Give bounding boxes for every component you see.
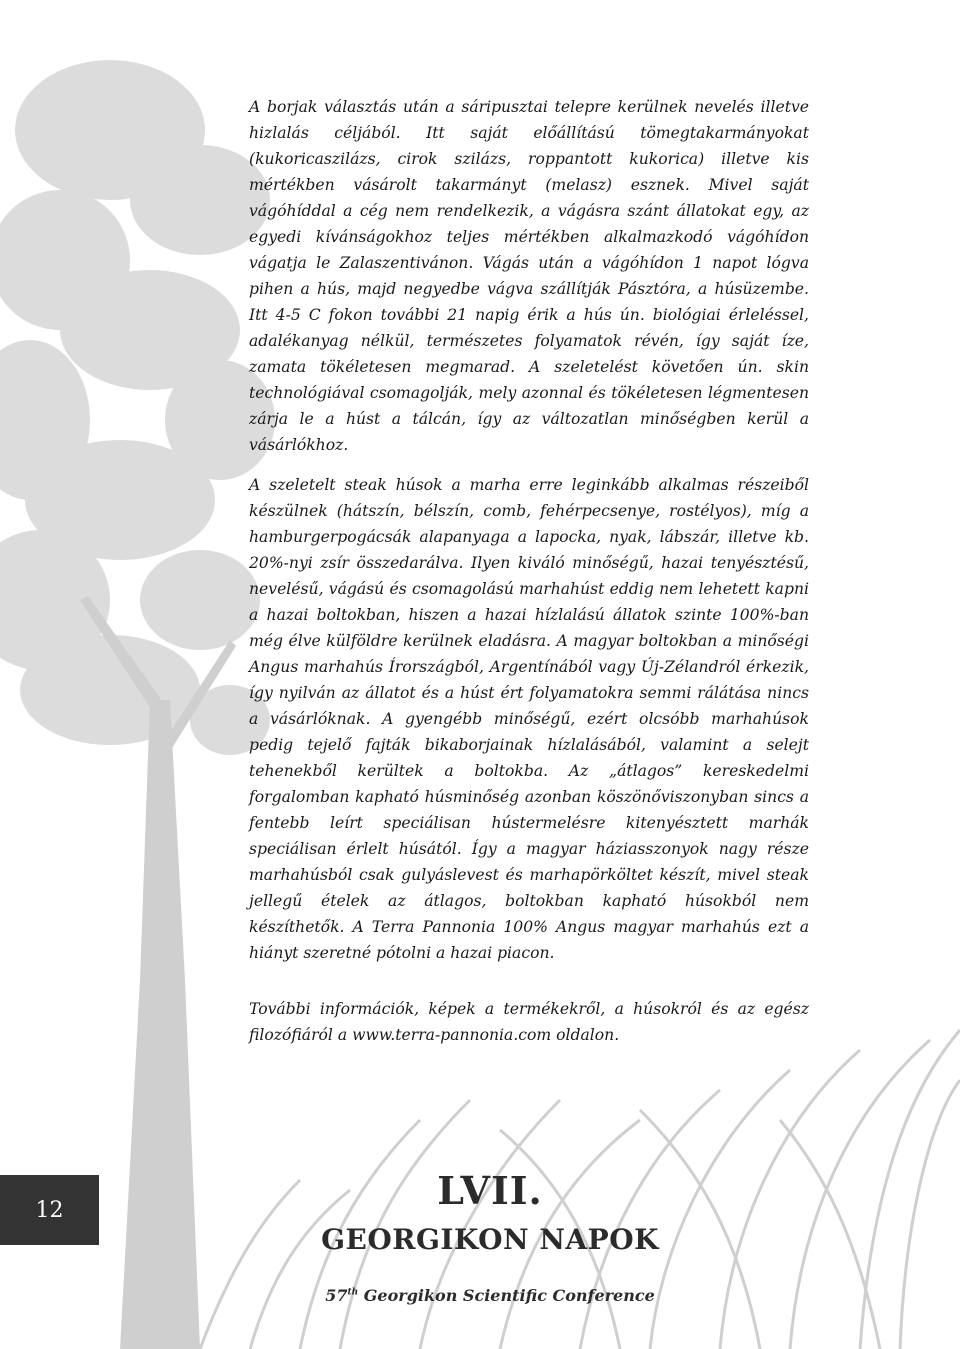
paragraph-breeding: A borjak választás után a sáripusztai telepre kerülnek nevelés illetve hizlalás céljából. Itt saját előállítású tömegtakarmányokat (kukoricaszilázs, cirok szilázs, roppantott kukorica) illetve kis mértékben vásárolt takarmányt (melasz) esznek. Mivel saját vágóhíddal a cég nem rendelkezik, a vágásra szánt állatokat egy, az egyedi kívánságokhoz teljes mértékben alkalmazkodó vágóhídon vágatja le Zalaszentivánon. Vágás után a vágóhídon 1 napot lógva pihen a hús, majd negyedbe vágva szállítják Pásztóra, a húsüzembe. Itt 4-5 C fokon további 21 napig érik a hús ún. biológiai érleléssel, adalékanyag nélkül, természetes folyamatok révén, így saját íze, zamata tökéletesen megmarad. A szeletelést követően ún. skin technológiával csomagolják, mely azonnal és tökéletesen légmentesen zárja le a húst a tálcán, így az változatlan minőségben kerül a vásárlókhoz. — [249, 98, 809, 454]
conference-subtitle — [280, 1286, 700, 1305]
paragraph-more-info: További információk, képek a termékekről, a húsokról és az egész filozófiáról a www.terra-pannonia.com oldalon. — [249, 1000, 809, 1044]
subtitle-suffix: th — [347, 1287, 359, 1298]
event-name: GEORGIKON NAPOK — [321, 1223, 659, 1256]
page-number: 12 — [35, 1197, 64, 1223]
subtitle-number: 57 — [325, 1286, 348, 1305]
edition-number: LVII. — [437, 1168, 543, 1213]
subtitle-text: Georgikon Scientific Conference — [358, 1286, 655, 1305]
page-number-box — [0, 1175, 99, 1245]
conference-logo — [280, 1168, 700, 1305]
paragraph-steak: A szeletelt steak húsok a marha erre leginkább alkalmas részeiből készülnek (hátszín, bélszín, comb, fehérpecsenye, rostélyos), míg a hamburgerpogácsák alapanyaga a lapocka, nyak, lábszár, illetve kb. 20%-nyi zsír összedarálva. Ilyen kiváló minőségű, hazai tenyésztésű, nevelésű, vágású és csomagolású marhahúst eddig nem lehetett kapni a hazai boltokban, hiszen a hazai hízlalású állatok szinte 100%-ban még élve külföldre kerülnek eladásra. A magyar boltokban a minőségi Angus marhahús Írországból, Argentínából vagy Új-Zélandról érkezik, így nyilván az állatot és a húst ért folyamatokra semmi rálátása nincs a vásárlóknak. A gyengébb minőségű, ezért olcsóbb marhahúsok pedig tejelő fajták bikaborjainak hízlalásából, valamint a selejt tehenekből kerültek a boltokba. Az „átlagos” kereskedelmi forgalomban kapható húsminőség azonban köszönőviszonyban sincs a fentebb leírt speciálisan hústermelésre kitenyésztett marhák speciálisan érlelt húsától. Így a magyar háziasszonyok nagy része marhahúsból csak gulyáslevest és marhapörköltet készít, mivel steak jellegű ételek az átlagos, boltokban kapható húsokból nem készíthetők. A Terra Pannonia 100% Angus magyar marhahús ezt a hiányt szeretné pótolni a hazai piacon. — [249, 476, 809, 962]
tree-watermark — [0, 60, 275, 755]
article-body — [249, 94, 809, 1062]
